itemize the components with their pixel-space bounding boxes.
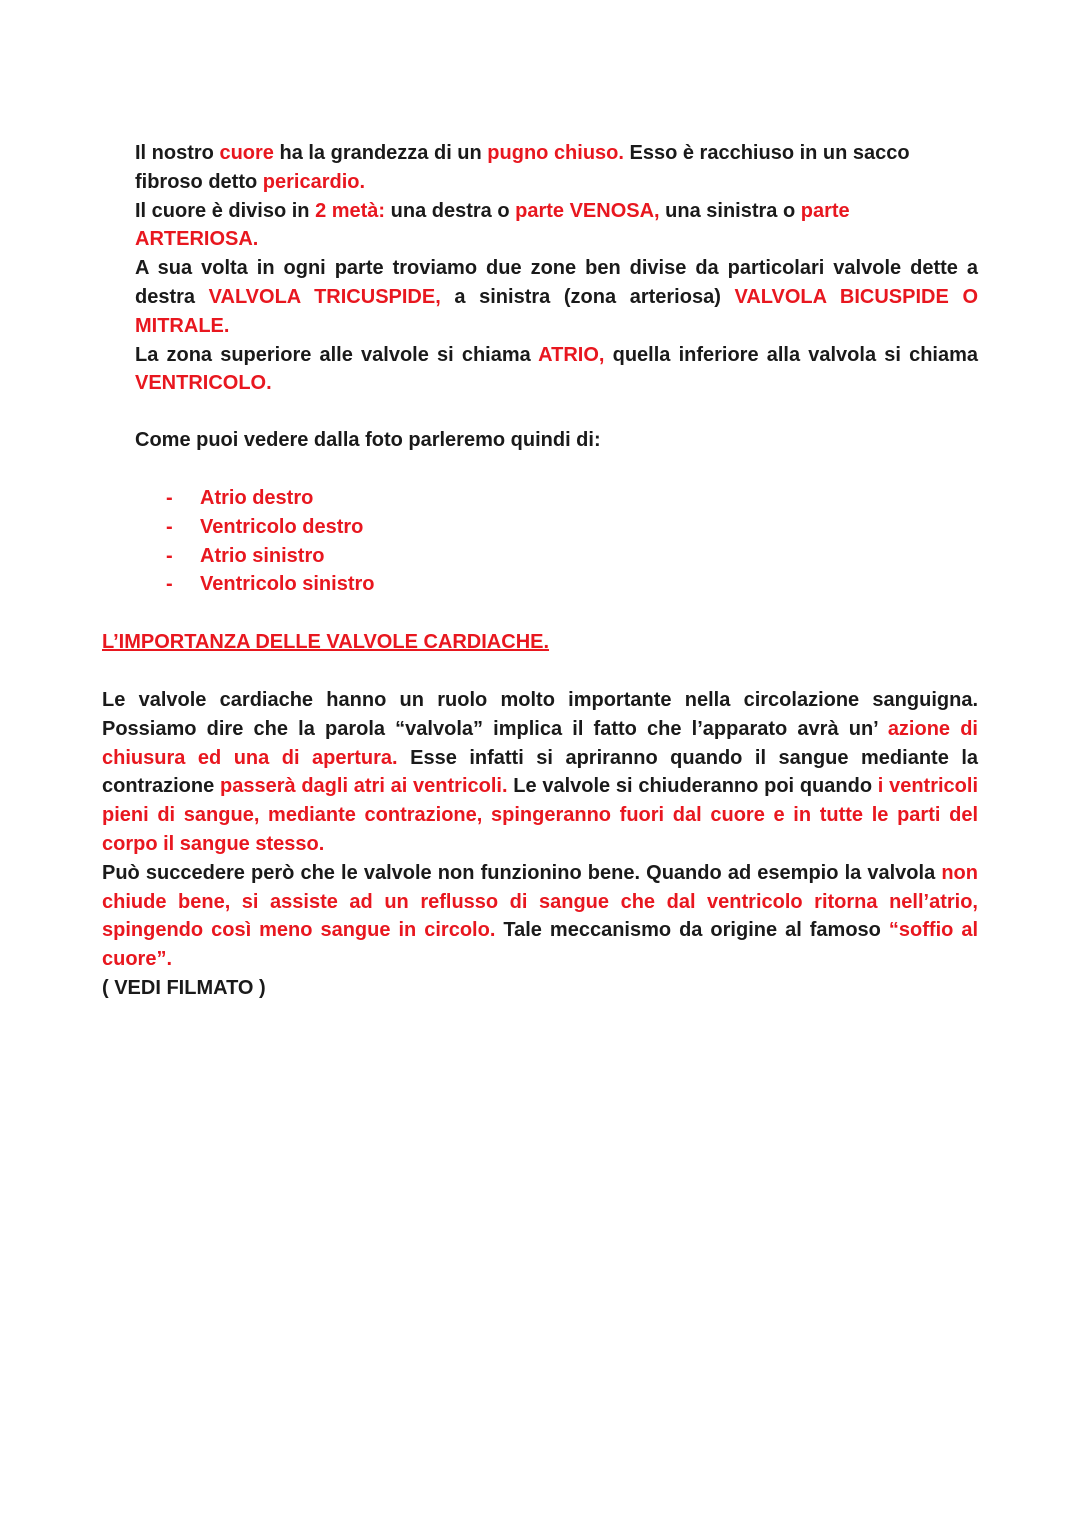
list-item xyxy=(166,542,374,571)
text-run: quella inferiore alla valvola si chiama xyxy=(604,343,978,366)
term-pericardio: pericardio. xyxy=(262,170,366,193)
list-item xyxy=(166,513,374,542)
paragraph-valves xyxy=(135,254,978,340)
text-run: Tale meccanismo da origine al famoso xyxy=(495,919,889,942)
term-atri-ventricoli: passerà dagli atri ai ventricoli. xyxy=(219,775,508,798)
term-valvola-mitrale: VALVOLA BICUSPIDE O MITRALE. xyxy=(135,285,978,337)
text-run: una destra o xyxy=(385,199,516,222)
term-azione-chiusura-apertura: azione di chiusura ed una di apertura. xyxy=(102,717,978,769)
text-run: Le valvole cardiache hanno un ruolo molto importante nella circolazione sanguigna. Possiamo dire che la parola “valvola” implica il fatto che l’apparato avrà un’ xyxy=(102,689,978,740)
paragraph-atrio-ventricolo xyxy=(135,341,978,399)
video-note: ( VEDI FILMATO ) xyxy=(102,976,266,999)
term-parte-venosa: parte VENOSA, xyxy=(515,199,660,222)
term-valvola-tricuspide: VALVOLA TRICUSPIDE, xyxy=(208,285,441,308)
text-run: Le valvole si chiuderanno poi quando xyxy=(507,775,878,798)
term-reflusso: non chiude bene, si assiste ad un reflusso di sangue che dal ventricolo ritorna nell’atrio, spingendo così meno sangue in circolo. xyxy=(102,861,978,942)
text-run: a sinistra (zona arteriosa) xyxy=(440,285,735,308)
term-due-meta: 2 metà: xyxy=(315,199,386,222)
term-cuore: cuore xyxy=(219,142,274,164)
text-run: Esse infatti si apriranno quando il sangue mediante la contrazione xyxy=(102,746,979,798)
term-ventricoli-pieni: i ventricoli pieni di sangue, mediante contrazione, spingeranno fuori dal cuore e in tutte le parti del corpo il sangue stesso. xyxy=(102,775,978,855)
text-run: Può succedere però che le valvole non funzionino bene. Quando ad esempio la valvola xyxy=(102,861,942,884)
list-item-label: Atrio destro xyxy=(200,487,314,509)
paragraph-heart-halves xyxy=(135,197,935,255)
paragraph-valve-malfunction xyxy=(102,859,978,974)
term-atrio: ATRIO, xyxy=(538,343,605,366)
text-run: Esso è racchiuso in un sacco fibroso detto xyxy=(135,142,910,193)
text-run: Il nostro xyxy=(135,142,220,164)
text-run: una sinistra o xyxy=(659,199,801,222)
term-pugno-chiuso: pugno chiuso. xyxy=(487,142,624,164)
list-bullet: - xyxy=(166,487,173,509)
list-bullet: - xyxy=(166,544,173,567)
text-run: La zona superiore alle valvole si chiama xyxy=(135,343,539,366)
heart-chambers-list xyxy=(166,484,374,599)
text-run: A sua volta in ogni parte troviamo due zone ben divise da particolari valvole dette a destra xyxy=(135,257,978,308)
heart-overview-section xyxy=(135,139,978,398)
valves-section xyxy=(102,686,978,1003)
text-run: Il cuore è diviso in xyxy=(135,199,316,222)
term-soffio-al-cuore: “soffio al cuore”. xyxy=(102,919,979,971)
list-item-label: Atrio sinistro xyxy=(200,544,325,567)
list-item-label: Ventricolo destro xyxy=(200,515,364,538)
text-run: ha la grandezza di un xyxy=(273,142,488,164)
term-parte-arteriosa: parte ARTERIOSA. xyxy=(135,199,850,251)
paragraph-valve-function xyxy=(102,686,978,859)
paragraph-heart-size xyxy=(135,139,915,197)
list-intro: Come puoi vedere dalla foto parleremo quindi di: xyxy=(135,429,601,451)
list-bullet: - xyxy=(166,515,173,538)
list-item xyxy=(166,484,374,513)
term-ventricolo: VENTRICOLO. xyxy=(135,372,272,395)
list-bullet: - xyxy=(166,573,173,596)
list-item xyxy=(166,570,374,599)
list-item-label: Ventricolo sinistro xyxy=(200,573,375,596)
section-heading: L’IMPORTANZA DELLE VALVOLE CARDIACHE. xyxy=(102,631,550,653)
